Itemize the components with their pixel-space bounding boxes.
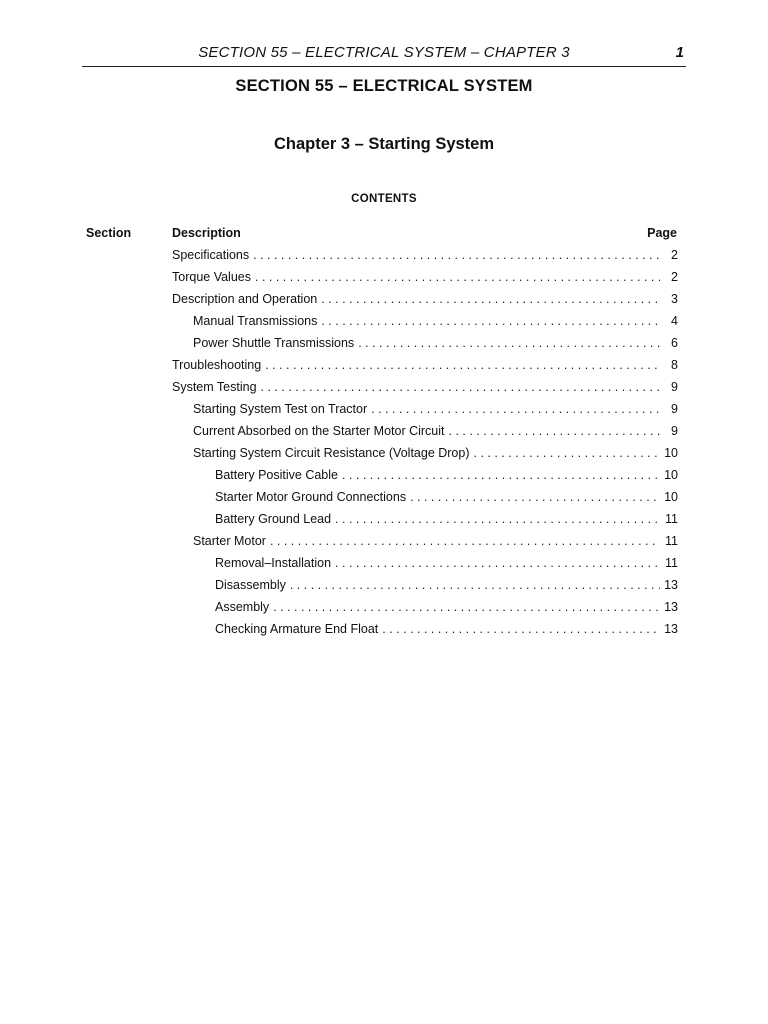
section-title: SECTION 55 – ELECTRICAL SYSTEM bbox=[235, 77, 533, 95]
toc-entry-page: 2 bbox=[671, 248, 678, 262]
toc-entry-title: Checking Armature End Float bbox=[215, 622, 379, 636]
toc-entry-page: 4 bbox=[671, 314, 678, 328]
toc-entry-title: Current Absorbed on the Starter Motor Circuit bbox=[193, 424, 445, 438]
toc-entry-page: 3 bbox=[671, 292, 678, 306]
toc-entry-page: 10 bbox=[664, 446, 678, 460]
toc-dot-leader bbox=[270, 530, 660, 552]
toc-entry-title: Troubleshooting bbox=[172, 358, 262, 372]
toc-entry bbox=[215, 464, 678, 486]
toc-entry-title: Assembly bbox=[215, 600, 270, 614]
toc-entry-page: 13 bbox=[664, 600, 678, 614]
toc-entry-page: 13 bbox=[664, 622, 678, 636]
toc-entry-page: 11 bbox=[665, 512, 678, 526]
toc-entry bbox=[193, 398, 678, 420]
toc-entry bbox=[193, 332, 678, 354]
column-header-page: Page bbox=[647, 226, 677, 240]
toc-dot-leader bbox=[261, 376, 660, 398]
toc-entry-title: Torque Values bbox=[172, 270, 251, 284]
toc-dot-leader bbox=[474, 442, 661, 464]
toc-entry-title: Battery Ground Lead bbox=[215, 512, 332, 526]
toc-entry-title: Manual Transmissions bbox=[193, 314, 318, 328]
chapter-title: Chapter 3 – Starting System bbox=[273, 135, 495, 153]
toc-entry-title: Starting System Test on Tractor bbox=[193, 402, 368, 416]
toc-entry-page: 10 bbox=[664, 468, 678, 482]
toc-entry-title: Specifications bbox=[172, 248, 250, 262]
toc-entry-title: Starter Motor Ground Connections bbox=[215, 490, 407, 504]
toc-entry bbox=[193, 530, 678, 552]
toc-dot-leader bbox=[265, 354, 660, 376]
toc-dot-leader bbox=[382, 618, 660, 640]
toc-entry-title: System Testing bbox=[172, 380, 257, 394]
toc-dot-leader bbox=[321, 310, 660, 332]
toc-dot-leader bbox=[358, 332, 660, 354]
toc-dot-leader bbox=[449, 420, 660, 442]
running-title: SECTION 55 – ELECTRICAL SYSTEM – CHAPTER 3 bbox=[198, 44, 570, 61]
toc-dot-leader bbox=[253, 244, 660, 266]
toc-entry-page: 10 bbox=[664, 490, 678, 504]
toc-entry-page: 8 bbox=[671, 358, 678, 372]
toc-entry bbox=[172, 244, 678, 266]
toc-entry-title: Battery Positive Cable bbox=[215, 468, 338, 482]
column-header-section: Section bbox=[86, 226, 132, 240]
toc-entry-page: 9 bbox=[671, 380, 678, 394]
toc-entry-page: 11 bbox=[665, 534, 678, 548]
toc-entry bbox=[172, 288, 678, 310]
toc-entry-title: Disassembly bbox=[215, 578, 286, 592]
toc-entry-page: 9 bbox=[671, 402, 678, 416]
toc-entry bbox=[172, 266, 678, 288]
toc-entry bbox=[193, 442, 678, 464]
toc-entry bbox=[193, 420, 678, 442]
toc-entry bbox=[215, 574, 678, 596]
toc-dot-leader bbox=[410, 486, 660, 508]
toc-dot-leader bbox=[321, 288, 660, 310]
toc-dot-leader bbox=[335, 508, 660, 530]
toc-entry-page: 11 bbox=[665, 556, 678, 570]
toc-entry bbox=[215, 486, 678, 508]
toc-entry bbox=[215, 596, 678, 618]
toc-entry-page: 13 bbox=[664, 578, 678, 592]
toc-dot-leader bbox=[273, 596, 660, 618]
toc-entry bbox=[215, 618, 678, 640]
contents-heading: CONTENTS bbox=[351, 193, 417, 205]
running-header bbox=[82, 44, 686, 67]
toc-dot-leader bbox=[342, 464, 660, 486]
toc-dot-leader bbox=[255, 266, 660, 288]
toc-entry-title: Starting System Circuit Resistance (Voltage Drop) bbox=[193, 446, 470, 460]
toc-dot-leader bbox=[335, 552, 660, 574]
toc-dot-leader bbox=[371, 398, 660, 420]
toc-dot-leader bbox=[290, 574, 660, 596]
toc-entry bbox=[215, 552, 678, 574]
toc-entry-page: 6 bbox=[671, 336, 678, 350]
toc-entry-page: 9 bbox=[671, 424, 678, 438]
toc-entry bbox=[172, 354, 678, 376]
column-header-description: Description bbox=[172, 226, 241, 240]
toc-entry-title: Starter Motor bbox=[193, 534, 266, 548]
toc-entry bbox=[172, 376, 678, 398]
toc-entry-title: Description and Operation bbox=[172, 292, 318, 306]
toc-entry-title: Power Shuttle Transmissions bbox=[193, 336, 355, 350]
page-number: 1 bbox=[675, 44, 684, 61]
toc-entry-title: Removal–Installation bbox=[215, 556, 332, 570]
toc-entry-page: 2 bbox=[671, 270, 678, 284]
toc-entry bbox=[215, 508, 678, 530]
toc-entry bbox=[193, 310, 678, 332]
